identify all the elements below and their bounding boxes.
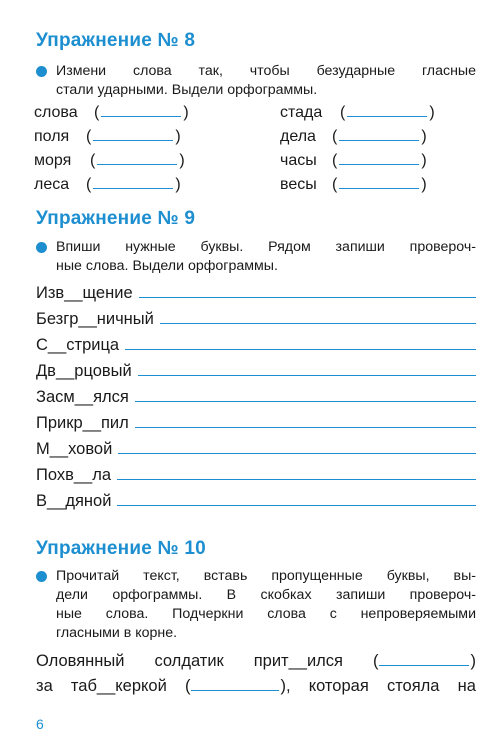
instruction-line: Измени слова так, чтобы безударные гласные (56, 63, 476, 79)
paren-open: ( (372, 652, 379, 670)
answer-blank[interactable] (347, 103, 427, 117)
fill-row (36, 384, 476, 408)
word-with-gap: Засм__ялся (36, 388, 129, 406)
word-with-gap: Изв__щение (36, 284, 133, 302)
fill-row (36, 410, 476, 434)
fill-row (36, 436, 476, 460)
word-pair: леса ( ) (34, 176, 181, 193)
exercise-8-instruction (36, 62, 476, 100)
answer-blank[interactable] (191, 677, 279, 691)
word-with-gap: Прикр__пил (36, 414, 129, 432)
word-pair: весы ( ) (280, 176, 427, 193)
answer-blank[interactable] (97, 151, 177, 165)
text-word: за (36, 677, 53, 695)
text-word: стояла (386, 677, 440, 695)
word-with-gap: Похв__ла (36, 466, 112, 484)
answer-blank[interactable] (93, 127, 173, 141)
word: слова (34, 104, 78, 121)
text-word: прит__ился (253, 652, 343, 670)
text-line (36, 677, 476, 696)
instruction-line: Прочитай текст, вставь пропущенные буквы, вы- (56, 568, 476, 584)
instruction-line: гласными в корне. (56, 625, 178, 641)
word-with-gap: Безгр__ничный (36, 310, 154, 328)
exercise-9-instruction (36, 238, 476, 276)
text-word: таб__керкой (70, 677, 167, 695)
answer-blank[interactable] (101, 103, 181, 117)
word: поля (34, 128, 70, 145)
word-pair: поля ( ) (34, 128, 181, 145)
answer-line[interactable] (125, 349, 476, 350)
answer-line[interactable] (160, 323, 476, 324)
exercise-8-title: Упражнение № 8 (36, 30, 196, 51)
answer-blank[interactable] (379, 652, 469, 666)
word: часы (280, 152, 317, 169)
word-pair: стада ( ) (280, 104, 435, 121)
answer-line[interactable] (117, 505, 476, 506)
word: дела (280, 128, 316, 145)
text-word: на (457, 677, 476, 695)
paren-close: ), (280, 677, 291, 695)
bullet-icon (36, 66, 47, 77)
fill-row (36, 358, 476, 382)
answer-line[interactable] (117, 479, 476, 480)
word-with-gap: С__стрица (36, 336, 120, 354)
bullet-icon (36, 571, 47, 582)
paren-open: ( (184, 677, 191, 695)
word: леса (34, 176, 70, 193)
text-word: солдатик (154, 652, 224, 670)
instruction-line: ные слова. Выдели орфограммы. (56, 258, 278, 274)
paren-blank (373, 652, 476, 671)
word-pair: моря ( ) (34, 152, 185, 169)
answer-line[interactable] (135, 427, 476, 428)
answer-line[interactable] (139, 297, 476, 298)
word-pair: часы ( ) (280, 152, 427, 169)
word-pair: дела ( ) (280, 128, 427, 145)
paren-blank (185, 677, 291, 696)
instruction-line: дели орфограммы. В скобках запиши провероч- (56, 587, 476, 603)
word: весы (280, 176, 317, 193)
fill-row (36, 306, 476, 330)
text-word: которая (308, 677, 369, 695)
word-pair: слова ( ) (34, 104, 189, 121)
word-with-gap: Дв__рцовый (36, 362, 132, 380)
word: моря (34, 152, 72, 169)
answer-blank[interactable] (339, 175, 419, 189)
answer-line[interactable] (118, 453, 476, 454)
answer-line[interactable] (135, 401, 476, 402)
exercise-9-title: Упражнение № 9 (36, 208, 196, 229)
answer-blank[interactable] (339, 127, 419, 141)
instruction-line: стали ударными. Выдели орфограммы. (56, 82, 318, 98)
word: стада (280, 104, 323, 121)
answer-blank[interactable] (339, 151, 419, 165)
word-with-gap: В__дяной (36, 492, 112, 510)
fill-row (36, 280, 476, 304)
instruction-line: ные слова. Подчеркни слова с непроверяемыми (56, 606, 476, 622)
bullet-icon (36, 242, 47, 253)
paren-close: ) (470, 652, 476, 670)
instruction-line: Впиши нужные буквы. Рядом запиши провероч- (56, 239, 476, 255)
fill-row (36, 488, 476, 512)
text-word: Оловянный (36, 652, 125, 670)
answer-line[interactable] (138, 375, 476, 376)
answer-blank[interactable] (93, 175, 173, 189)
page-number: 6 (36, 716, 44, 732)
exercise-10-instruction (36, 567, 476, 643)
exercise-10-title: Упражнение № 10 (36, 538, 206, 559)
text-line (36, 652, 476, 671)
fill-row (36, 462, 476, 486)
fill-row (36, 332, 476, 356)
word-with-gap: М__ховой (36, 440, 113, 458)
